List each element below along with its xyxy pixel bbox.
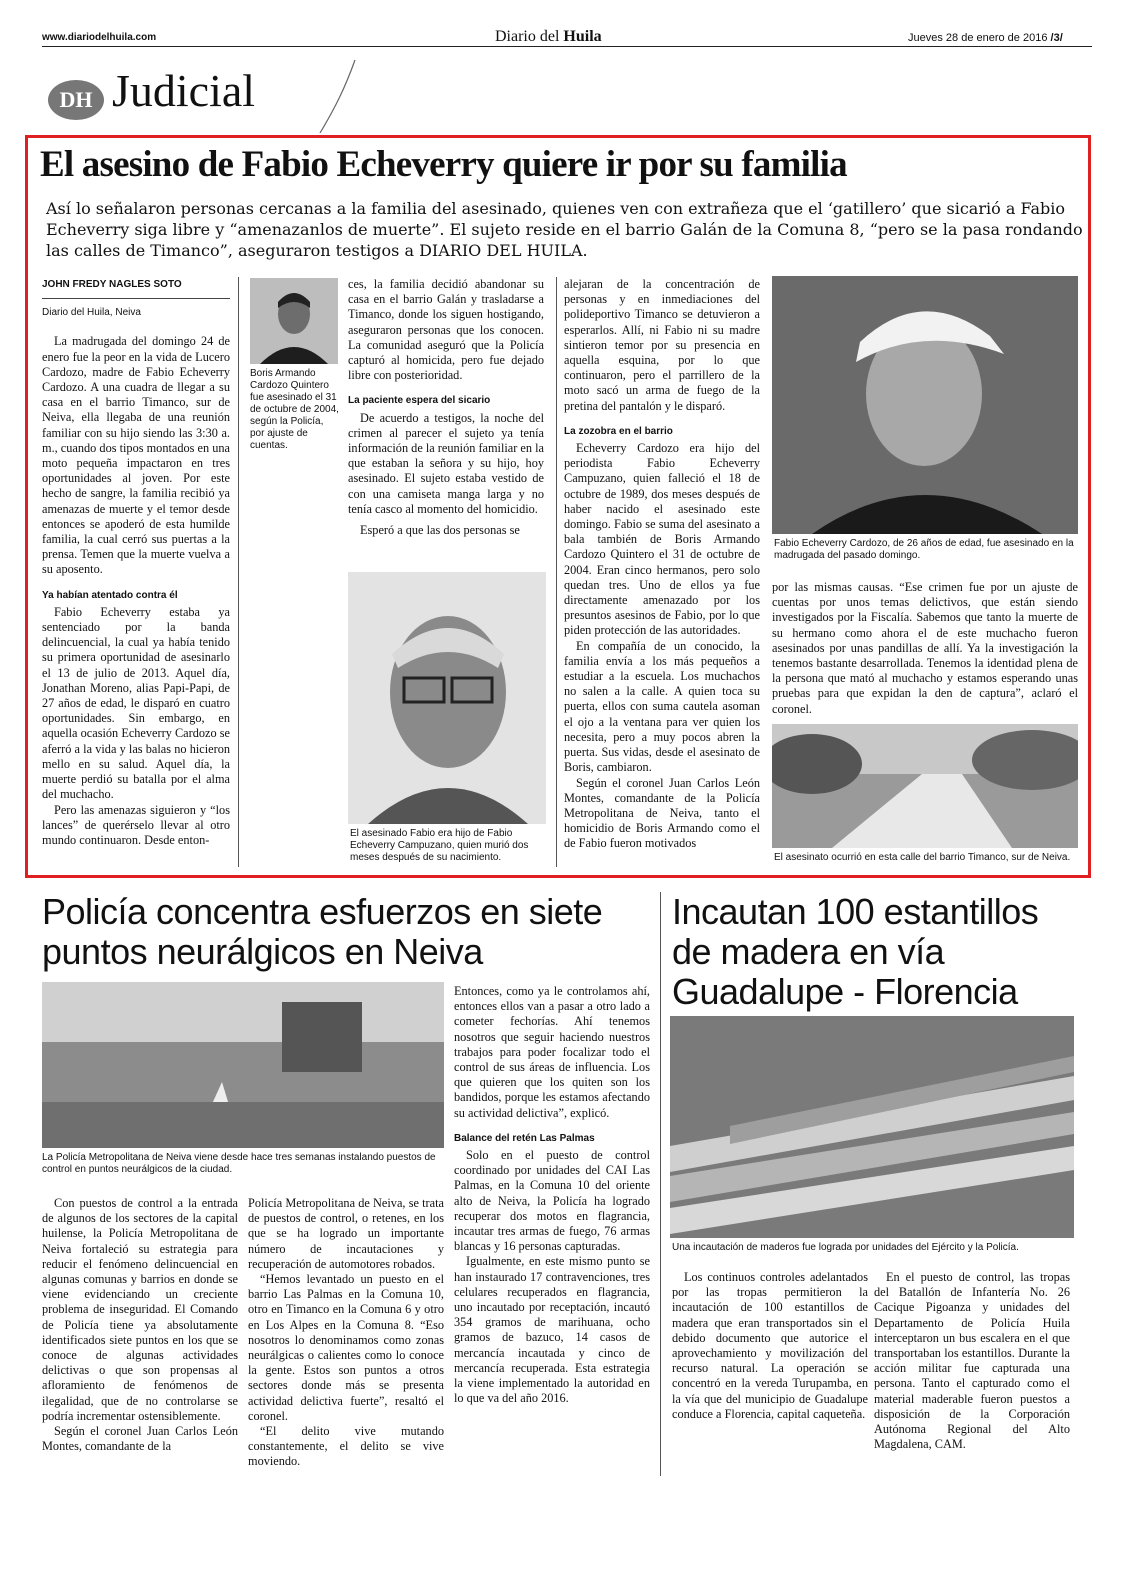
column-rule	[238, 277, 239, 867]
paragraph: Igualmente, en este mismo punto se han instaurado 17 contravenciones, tres celulares recuperados en flagrancia, uno incautado por receptación, incautó 354 gramos de marihuana, ocho gramos de bazuco, 14 casos de mercancía incautada y cinco de mercancía recuperada. Esta estrategia la viene implementado la autoridad en lo que va del año 2016.	[454, 1254, 650, 1406]
byline-divider	[42, 298, 230, 299]
main-column-5	[772, 580, 1078, 717]
paragraph: Los continuos controles adelantados por las tropas permitieron la incautación de 100 estantillos de madera que eran transportados sin el debido documento que autorice el aprovechamiento y movilización del recurso natural. La operación se concentró en la vereda Turupamba, en la vía que del municipio de Guadalupe conduce a Florencia, capital caqueteña.	[672, 1270, 868, 1421]
dateline: Diario del Huila, Neiva	[42, 307, 141, 319]
paragraph: Entonces, como ya le controlamos ahí, entonces ellos van a pasar a otro lado a cometer fechorías. Ahí tenemos nosotros que seguir haciendo nuestros trabajos para poder focalizar todo el control de sus áreas de influencia. Los que quieren que los quiten son los bandidos, porque les estamos afectando su actividad delictiva”, explicó.	[454, 984, 650, 1120]
subheading: Balance del retén Las Palmas	[454, 1132, 595, 1144]
wood-column-2	[874, 1270, 1070, 1452]
paragraph: Con puestos de control a la entrada de algunos de los sectores de la capital huilense, la Policía Metropolitana de Neiva fortaleció su estrategia para reducir el fenómeno delincuencial en algunas comunas y barrios en donde se viene evidenciando un creciente problema de inseguridad. El Comando de Policía tiene ya absolutamente identificados siete puntos en los que se conoce de algunas actividades delictivas o que son propensas al afloramiento de fenómenos de ilegalidad, que de no controlarse se podría incrementar ostensiblemente.	[42, 1196, 238, 1423]
street-caption: El asesinato ocurrió en esta calle del barrio Timanco, sur de Neiva.	[774, 852, 1071, 863]
main-column-1	[42, 277, 230, 848]
police-photo-caption: La Policía Metropolitana de Neiva viene desde hace tres semanas instalando puestos de control en puntos neurálgicos de la ciudad.	[42, 1152, 436, 1175]
main-column-4	[564, 277, 760, 852]
paragraph: Fabio Echeverry estaba ya sentenciado por la banda delincuencial, la cual ya había tenido su primera oportunidad de asesinarlo el 13 de julio de 2013. Aquel día, Jonathan Moreno, alias Papi-Papi, de 27 años de edad, le disparó en cuatro oportunidades. Sin embargo, en aquella ocasión Echeverry Cardozo se aferró a la vida y las balas no hicieron mello en su salud. Aquel día, la muerte perdió su batalla por el alma del muchacho.	[42, 604, 230, 802]
paragraph: por las mismas causas. “Ese crimen fue por un ajuste de cuentas por unos temas delictivos, que están siendo investigados por la Fiscalía. Sabemos que tanto la muerte de su hermano como ahora el de este muchacho fueron asesinados por unas pandillas de allí. Ya la investigación la tenemos bastante desarrollada. Tenemos la identidad plena de la persona que mató al muchacho y estamos esperando unas pruebas para que expidan la den de captura”, aclaró el coronel.	[772, 580, 1078, 716]
paragraph: Echeverry Cardozo era hijo del periodista Fabio Echeverry Campuzano, quien falleció el 18 de octubre de 1989, dos meses después de haber nacido el asesinado este domingo. Fabio se suma del asesinato a bala también de Boris Armando Cardozo Quintero el 31 de octubre de 2004. Eran cinco hermanos, pero solo quedan tres. Uno de ellos ya fue directamente amenazado por los presuntos asesinos de Fabio, por lo que piden protección de las autoridades.	[564, 441, 760, 638]
main-deck: Así lo señalaron personas cercanas a la familia del asesinado, quienes ven con extrañeza que el ‘gatillero’ que sicarió a Fabio Echeverry siga libre y “amenazanlos de muerte”. El sujeto reside en el barrio Galán de la Comuna 8, “pero se la pasa rondando las calles de Timanco”, aseguraron testigos a DIARIO DEL HUILA.	[46, 199, 1083, 260]
fabio-caption: Fabio Echeverry Cardozo, de 26 años de edad, fue asesinado en la madrugada del pasado domingo.	[774, 538, 1074, 561]
article-divider	[660, 892, 661, 1476]
paragraph: “El delito vive mutando constantemente, el delito se vive moviendo.	[248, 1424, 444, 1469]
paragraph: Pero las amenazas siguieron y “los lances” de querérselo llevar al otro mundo continuaron. Desde enton-	[42, 802, 230, 847]
wood-headline: Incautan 100 estantillos de madera en vía Guadalupe - Florencia	[672, 891, 1039, 1012]
paragraph: De acuerdo a testigos, la noche del crimen al parecer el sujeto ya tenía información de la reunión familiar en la que estaban la señora y su hijo, hoy asesinado. El sujeto estaba vestido de con una camiseta manga larga y no tenía casco al momento del homicidio.	[348, 410, 544, 516]
paragraph: Según el coronel Juan Carlos León Montes, comandante de la	[42, 1424, 238, 1454]
street-photo	[772, 724, 1078, 848]
byline: JOHN FREDY NAGLES SOTO	[42, 279, 182, 290]
lumber-image-icon	[670, 1016, 1074, 1238]
website-url: www.diariodelhuila.com	[42, 32, 157, 43]
boris-caption: Boris Armando Cardozo Quintero fue asesinado el 31 de octubre de 2004, según la Policía, por ajuste de cuentas.	[250, 368, 339, 451]
father-photo	[348, 572, 546, 824]
fabio-photo	[772, 276, 1078, 534]
paragraph: La madrugada del domingo 24 de enero fue la peor en la vida de Lucero Cardozo, madre de Fabio Echeverry Cardozo. A una cuadra de llegar a su casa en el barrio Timanco, sur de Neiva, ella llegaba de una reunión familiar con su hijo siendo las 3:30 a. m., cuando dos tipos montados en una moto pequeña impactaron en tres oportunidades al joven. Por este hecho de sangre, la familia recibió ya amenazas de muerte y el temor desde entonces se apoderó de esta humilde familia, la cual cerró sus puertas a la prensa. Temen que la muerte vuelva a su aposento.	[42, 334, 230, 577]
police-column-2	[248, 1196, 444, 1470]
police-column-right	[454, 984, 650, 1406]
swoosh-decoration-icon	[315, 58, 365, 138]
portrait-image-icon	[348, 572, 546, 824]
checkpoint-image-icon	[42, 982, 444, 1148]
paper-name-prefix: Diario del	[495, 28, 564, 45]
dh-logo: DH	[48, 80, 104, 120]
subheading: La zozobra en el barrio	[564, 425, 673, 437]
street-image-icon	[772, 724, 1078, 848]
paragraph: Esperó a que las dos personas se	[360, 523, 520, 538]
main-headline: El asesino de Fabio Echeverry quiere ir por su familia	[40, 144, 847, 185]
police-headline: Policía concentra esfuerzos en siete puntos neurálgicos en Neiva	[42, 891, 603, 972]
section-title: Judicial	[112, 65, 256, 116]
portrait-image-icon	[772, 276, 1078, 534]
paragraph: Solo en el puesto de control coordinado por unidades del CAI Las Palmas, en la Comuna 10 del oriente alto de Neiva, la Policía ha logrado recuperar dos motos en flagrancia, incautar tres armas de fuego, 76 armas blancas y 16 personas capturadas.	[454, 1148, 650, 1254]
father-caption: El asesinado Fabio era hijo de Fabio Echeverry Campuzano, quien murió dos meses después de su nacimiento.	[350, 828, 529, 863]
issue-date	[908, 32, 1063, 44]
paper-name	[495, 28, 602, 46]
paragraph: En el puesto de control, las tropas del Batallón de Infantería No. 26 Cacique Pigoanza y unidades del Departamento de Policía Huila interceptaron un bus escalera en el que transportaban los estantillos. Durante la acción militar fue capturada una persona. Tanto el capturado como el material maderable fueron puestos a disposición de la Corporación Autónoma Regional del Alto Magdalena, CAM.	[874, 1270, 1070, 1452]
page-number: /3/	[1050, 32, 1063, 44]
boris-photo	[250, 278, 338, 364]
police-column-1	[42, 1196, 238, 1454]
wood-photo-caption: Una incautación de maderos fue lograda por unidades del Ejército y la Policía.	[672, 1242, 1019, 1253]
paragraph: En compañía de un conocido, la familia envía a los más pequeños a estudiar a la escuela. Los muchachos no salen a la calle. A quien toca su puerta, ellos con suma cautela asoman el ojo a la ventana para ver quien los necesita, pero a muy pocos abren la puerta. Sus vidas, desde el asesinato de Boris, cambiaron.	[564, 638, 760, 775]
wood-column-1	[672, 1270, 868, 1422]
header-divider	[42, 46, 1092, 47]
column-rule	[556, 277, 557, 867]
portrait-image-icon	[250, 278, 338, 364]
paragraph: Según el coronel Juan Carlos León Montes, comandante de la Policía Metropolitana de Neiva, tanto el homicidio de Boris Armando como el de Fabio fueron motivados	[564, 775, 760, 851]
paragraph: ces, la familia decidió abandonar su casa en el barrio Galán y trasladarse a Timanco, donde los siguen hostigando, aseguraron personas que los conocen. La comunidad aseguró que la Policía capturó al homicida, pero fue dejado libre con posterioridad.	[348, 277, 544, 383]
wood-photo	[670, 1016, 1074, 1238]
main-column-3	[348, 277, 544, 538]
paper-name-bold: Huila	[563, 28, 602, 45]
subheading: La paciente espera del sicario	[348, 395, 491, 407]
police-photo	[42, 982, 444, 1148]
subheading: Ya habían atentado contra él	[42, 589, 178, 601]
paragraph: Policía Metropolitana de Neiva, se trata de puestos de control, o retenes, en los que se ha logrado un importante número de incautaciones y recuperación de automotores robados.	[248, 1196, 444, 1271]
paragraph: “Hemos levantado un puesto en el barrio Las Palmas en la Comuna 10, otro en Timanco en la Comuna 6 y otro en Los Alpes en la Comuna 8. “Eso nosotros lo denominamos como zonas neurálgicas o calientes como lo conoce la gente. Estos son puntos a otros sectores donde más se presenta actividad delictiva fuerte”, resaltó el coronel.	[248, 1272, 444, 1423]
date-text: Jueves 28 de enero de 2016	[908, 32, 1048, 44]
paragraph: alejaran de la concentración de personas y en inmediaciones del polideportivo Timanco se detuvieron a esperarlos. Allí, ni Fabio ni su madre sintieron temor por su presencia en aquella esquina, por lo que continuaron, pero el parrillero de la moto sacó un arma de fuego de la pretina del pantalón y le disparó.	[564, 277, 760, 413]
